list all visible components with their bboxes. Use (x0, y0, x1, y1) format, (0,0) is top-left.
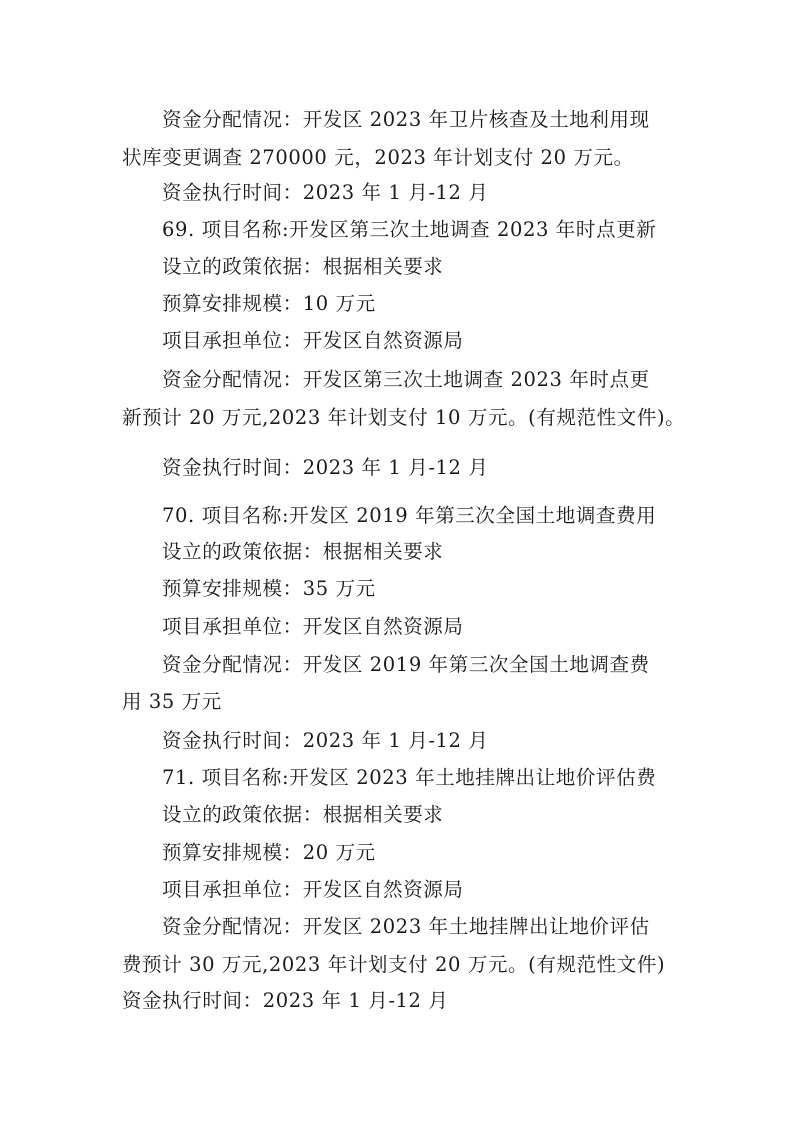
paragraph-line: 预算安排规模：35 万元 (162, 577, 376, 600)
paragraph-line: 设立的政策依据：根据相关要求 (162, 803, 444, 826)
paragraph-line: 资金执行时间：2023 年 1 月-12 月 (162, 181, 489, 204)
paragraph-line: 新预计 20 万元,2023 年计划支付 10 万元。(有规范性文件)。 (122, 406, 686, 429)
paragraph-line: 资金执行时间：2023 年 1 月-12 月 (162, 729, 489, 752)
paragraph-line: 资金分配情况：开发区 2023 年土地挂牌出让地价评估 (162, 915, 650, 938)
paragraph-line: 用 35 万元 (122, 690, 222, 713)
item-title-70: 70. 项目名称:开发区 2019 年第三次全国土地调查费用 (162, 504, 657, 527)
paragraph-line: 资金执行时间：2023 年 1 月-12 月 (162, 456, 489, 479)
item-title-71: 71. 项目名称:开发区 2023 年土地挂牌出让地价评估费 (162, 766, 657, 789)
paragraph-line: 费预计 30 万元,2023 年计划支付 20 万元。(有规范性文件) (122, 953, 666, 976)
paragraph-line: 设立的政策依据：根据相关要求 (162, 540, 444, 563)
paragraph-line: 预算安排规模：10 万元 (162, 292, 376, 315)
paragraph-line: 项目承担单位：开发区自然资源局 (162, 878, 464, 901)
paragraph-line: 设立的政策依据：根据相关要求 (162, 255, 444, 278)
paragraph-line: 状库变更调查 270000 元，2023 年计划支付 20 万元。 (122, 146, 634, 169)
paragraph-line: 项目承担单位：开发区自然资源局 (162, 329, 464, 352)
paragraph-line: 资金分配情况：开发区 2019 年第三次全国土地调查费 (162, 653, 650, 676)
paragraph-line: 项目承担单位：开发区自然资源局 (162, 615, 464, 638)
paragraph-line: 资金执行时间：2023 年 1 月-12 月 (122, 989, 449, 1012)
item-title-69: 69. 项目名称:开发区第三次土地调查 2023 年时点更新 (162, 218, 657, 241)
paragraph-line: 资金分配情况：开发区 2023 年卫片核查及土地利用现 (162, 108, 650, 131)
paragraph-line: 资金分配情况：开发区第三次土地调查 2023 年时点更 (162, 368, 650, 391)
paragraph-line: 预算安排规模：20 万元 (162, 841, 376, 864)
